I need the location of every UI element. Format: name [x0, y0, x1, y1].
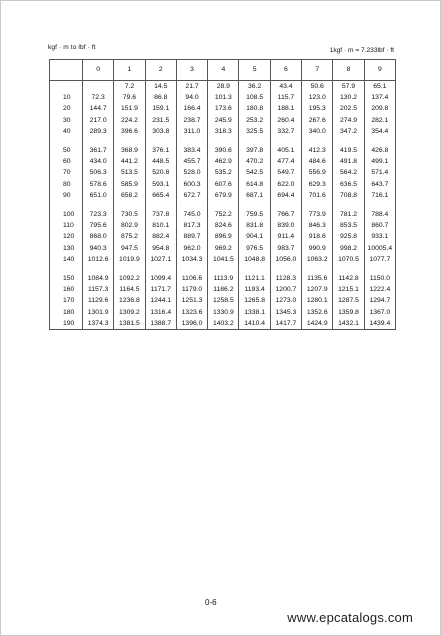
spacer-cell — [270, 265, 301, 273]
table-row — [50, 209, 396, 220]
table-row — [50, 254, 396, 265]
table-cell: 918.6 — [302, 231, 333, 242]
spacer-cell — [333, 265, 364, 273]
table-cell: 773.9 — [302, 209, 333, 220]
table-cell: 976.5 — [239, 243, 270, 254]
table-cell: 679.9 — [208, 190, 239, 201]
table-cell: 1019.9 — [114, 254, 145, 265]
row-label: 10 — [50, 92, 83, 103]
table-cell: 737.8 — [145, 209, 176, 220]
table-cell: 1092.2 — [114, 273, 145, 284]
table-cell: 990.9 — [302, 243, 333, 254]
column-header: 2 — [145, 60, 176, 81]
table-cell: 1316.4 — [145, 307, 176, 318]
conversion-note: 1kgf · m = 7.233lbf · ft — [329, 47, 394, 54]
table-cell: 455.7 — [176, 156, 207, 167]
table-cell: 1410.4 — [239, 318, 270, 330]
row-label: 30 — [50, 115, 83, 126]
table-row — [50, 81, 396, 93]
table-row — [50, 126, 396, 137]
table-cell: 72.3 — [83, 92, 114, 103]
table-cell: 1432.1 — [333, 318, 364, 330]
conversion-table — [49, 59, 396, 330]
table-cell: 1121.1 — [239, 273, 270, 284]
table-cell: 925.8 — [333, 231, 364, 242]
table-cell: 1077.7 — [364, 254, 395, 265]
spacer-cell — [114, 265, 145, 273]
table-cell: 1301.9 — [83, 307, 114, 318]
table-cell: 108.5 — [239, 92, 270, 103]
group-spacer — [50, 265, 396, 273]
table-cell: 868.0 — [83, 231, 114, 242]
row-label: 160 — [50, 284, 83, 295]
table-cell: 43.4 — [270, 81, 301, 93]
table-body — [50, 81, 396, 330]
spacer-cell — [208, 201, 239, 209]
table-cell: 1439.4 — [364, 318, 395, 330]
table-header-row — [50, 60, 396, 81]
column-header: 5 — [239, 60, 270, 81]
table-cell: 1200.7 — [270, 284, 301, 295]
table-cell: 1323.6 — [176, 307, 207, 318]
table-cell: 643.7 — [364, 179, 395, 190]
table-cell: 962.0 — [176, 243, 207, 254]
spacer-cell — [333, 137, 364, 145]
table-cell: 998.2 — [333, 243, 364, 254]
table-cell: 441.2 — [114, 156, 145, 167]
table-cell: 846.3 — [302, 220, 333, 231]
spacer-cell — [364, 265, 395, 273]
table-cell: 282.1 — [364, 115, 395, 126]
spacer-cell — [333, 201, 364, 209]
table-cell: 614.8 — [239, 179, 270, 190]
table-cell: 853.5 — [333, 220, 364, 231]
table-cell: 1244.1 — [145, 295, 176, 306]
table-cell: 340.0 — [302, 126, 333, 137]
table-cell: 1048.8 — [239, 254, 270, 265]
table-cell: 101.3 — [208, 92, 239, 103]
table-row — [50, 190, 396, 201]
table-row — [50, 92, 396, 103]
table-cell: 1150.0 — [364, 273, 395, 284]
table-cell: 860.7 — [364, 220, 395, 231]
table-cell: 115.7 — [270, 92, 301, 103]
table-cell: 1352.6 — [302, 307, 333, 318]
page-number: 0-6 — [205, 598, 217, 607]
table-cell: 1099.4 — [145, 273, 176, 284]
table-cell: 86.8 — [145, 92, 176, 103]
table-cell: 1063.2 — [302, 254, 333, 265]
table-row — [50, 103, 396, 114]
table-cell: 1403.2 — [208, 318, 239, 330]
table-cell: 1128.3 — [270, 273, 301, 284]
table-cell: 376.1 — [145, 145, 176, 156]
column-header: 8 — [333, 60, 364, 81]
table-cell: 1027.1 — [145, 254, 176, 265]
table-cell: 405.1 — [270, 145, 301, 156]
table-cell: 28.9 — [208, 81, 239, 93]
table-cell: 802.9 — [114, 220, 145, 231]
table-cell: 1179.0 — [176, 284, 207, 295]
table-row — [50, 307, 396, 318]
table-cell: 311.0 — [176, 126, 207, 137]
table-cell: 368.9 — [114, 145, 145, 156]
table-cell: 1258.5 — [208, 295, 239, 306]
table-cell: 1186.2 — [208, 284, 239, 295]
table-cell: 607.6 — [208, 179, 239, 190]
table-cell: 983.7 — [270, 243, 301, 254]
spacer-cell — [176, 265, 207, 273]
group-spacer — [50, 201, 396, 209]
table-cell: 188.1 — [270, 103, 301, 114]
table-cell: 542.5 — [239, 167, 270, 178]
watermark-text: www.epcatalogs.com — [287, 610, 413, 625]
table-cell: 1265.8 — [239, 295, 270, 306]
table-cell: 1381.5 — [114, 318, 145, 330]
row-label: 20 — [50, 103, 83, 114]
table-cell: 434.0 — [83, 156, 114, 167]
spacer-cell — [302, 201, 333, 209]
table-cell: 130.2 — [333, 92, 364, 103]
table-title: kgf · m to lbf · ft — [48, 44, 96, 51]
table-cell: 390.6 — [208, 145, 239, 156]
table-cell: 419.5 — [333, 145, 364, 156]
table-cell: 629.3 — [302, 179, 333, 190]
table-row — [50, 145, 396, 156]
row-label: 170 — [50, 295, 83, 306]
row-label: 70 — [50, 167, 83, 178]
table-cell: 195.3 — [302, 103, 333, 114]
table-cell: 810.1 — [145, 220, 176, 231]
table-cell: 788.4 — [364, 209, 395, 220]
table-cell: 506.3 — [83, 167, 114, 178]
table-cell: 585.9 — [114, 179, 145, 190]
table-cell: 636.5 — [333, 179, 364, 190]
table-cell: 217.0 — [83, 115, 114, 126]
table-cell: 354.4 — [364, 126, 395, 137]
table-row — [50, 295, 396, 306]
table-cell: 484.6 — [302, 156, 333, 167]
table-cell: 969.2 — [208, 243, 239, 254]
row-label: 190 — [50, 318, 83, 330]
table-cell: 933.1 — [364, 231, 395, 242]
table-cell: 1280.1 — [302, 295, 333, 306]
table-cell: 904.1 — [239, 231, 270, 242]
row-label — [50, 81, 83, 93]
table-cell: 412.3 — [302, 145, 333, 156]
table-cell: 1193.4 — [239, 284, 270, 295]
spacer-cell — [208, 265, 239, 273]
table-cell: 701.6 — [302, 190, 333, 201]
table-cell: 303.8 — [145, 126, 176, 137]
table-cell: 79.6 — [114, 92, 145, 103]
table-cell: 426.8 — [364, 145, 395, 156]
row-label: 90 — [50, 190, 83, 201]
row-label: 130 — [50, 243, 83, 254]
table-cell: 7.2 — [114, 81, 145, 93]
table-cell: 1129.6 — [83, 295, 114, 306]
table-cell: 954.8 — [145, 243, 176, 254]
table-cell: 564.2 — [333, 167, 364, 178]
row-label: 100 — [50, 209, 83, 220]
row-label: 50 — [50, 145, 83, 156]
table-cell: 94.0 — [176, 92, 207, 103]
table-cell: 665.4 — [145, 190, 176, 201]
spacer-cell — [50, 137, 83, 145]
table-cell: 1273.0 — [270, 295, 301, 306]
table-cell: 889.7 — [176, 231, 207, 242]
table-cell: 289.3 — [83, 126, 114, 137]
table-cell: 159.1 — [145, 103, 176, 114]
group-spacer — [50, 137, 396, 145]
table-cell: 144.7 — [83, 103, 114, 114]
table-cell — [83, 81, 114, 93]
table-row — [50, 156, 396, 167]
row-label: 80 — [50, 179, 83, 190]
table-cell: 759.5 — [239, 209, 270, 220]
table-cell: 151.9 — [114, 103, 145, 114]
table-row — [50, 284, 396, 295]
table-cell: 1215.1 — [333, 284, 364, 295]
table-cell: 347.2 — [333, 126, 364, 137]
spacer-cell — [239, 137, 270, 145]
table-row — [50, 167, 396, 178]
table-cell: 1171.7 — [145, 284, 176, 295]
table-cell: 470.2 — [239, 156, 270, 167]
table-cell: 123.0 — [302, 92, 333, 103]
table-cell: 245.9 — [208, 115, 239, 126]
table-cell: 1345.3 — [270, 307, 301, 318]
table-cell: 694.4 — [270, 190, 301, 201]
table-cell: 723.3 — [83, 209, 114, 220]
table-cell: 875.2 — [114, 231, 145, 242]
table-cell: 173.6 — [208, 103, 239, 114]
table-cell: 253.2 — [239, 115, 270, 126]
table-cell: 361.7 — [83, 145, 114, 156]
table-cell: 21.7 — [176, 81, 207, 93]
table-cell: 448.5 — [145, 156, 176, 167]
table-cell: 491.8 — [333, 156, 364, 167]
table-cell: 1388.7 — [145, 318, 176, 330]
table-cell: 513.5 — [114, 167, 145, 178]
table-cell: 50.6 — [302, 81, 333, 93]
table-cell: 1207.9 — [302, 284, 333, 295]
table-cell: 896.9 — [208, 231, 239, 242]
table-cell: 600.3 — [176, 179, 207, 190]
table-cell: 535.2 — [208, 167, 239, 178]
spacer-cell — [302, 137, 333, 145]
table-cell: 180.8 — [239, 103, 270, 114]
table-cell: 940.3 — [83, 243, 114, 254]
table-cell: 396.6 — [114, 126, 145, 137]
table-cell: 1106.6 — [176, 273, 207, 284]
spacer-cell — [50, 201, 83, 209]
table-cell: 224.2 — [114, 115, 145, 126]
table-cell: 1164.5 — [114, 284, 145, 295]
spacer-cell — [176, 137, 207, 145]
table-cell: 1041.5 — [208, 254, 239, 265]
table-row — [50, 231, 396, 242]
table-cell: 14.5 — [145, 81, 176, 93]
table-row — [50, 243, 396, 254]
table-cell: 911.4 — [270, 231, 301, 242]
table-cell: 520.8 — [145, 167, 176, 178]
table-cell: 397.8 — [239, 145, 270, 156]
column-header: 1 — [114, 60, 145, 81]
table-cell: 231.5 — [145, 115, 176, 126]
table-cell: 267.6 — [302, 115, 333, 126]
table-cell: 10005.4 — [364, 243, 395, 254]
table-cell: 556.9 — [302, 167, 333, 178]
column-header: 0 — [83, 60, 114, 81]
table-cell: 1424.9 — [302, 318, 333, 330]
table-cell: 549.7 — [270, 167, 301, 178]
row-label: 150 — [50, 273, 83, 284]
table-cell: 1157.3 — [83, 284, 114, 295]
table-cell: 745.0 — [176, 209, 207, 220]
table-cell: 593.1 — [145, 179, 176, 190]
table-cell: 1309.2 — [114, 307, 145, 318]
table-cell: 1294.7 — [364, 295, 395, 306]
table-row — [50, 220, 396, 231]
spacer-cell — [302, 265, 333, 273]
column-header: 7 — [302, 60, 333, 81]
table-cell: 260.4 — [270, 115, 301, 126]
row-label: 40 — [50, 126, 83, 137]
table-row — [50, 273, 396, 284]
table-cell: 36.2 — [239, 81, 270, 93]
table-cell: 730.5 — [114, 209, 145, 220]
column-header — [50, 60, 83, 81]
table-cell: 831.8 — [239, 220, 270, 231]
table-cell: 1251.3 — [176, 295, 207, 306]
table-cell: 1330.9 — [208, 307, 239, 318]
table-cell: 687.1 — [239, 190, 270, 201]
table-cell: 137.4 — [364, 92, 395, 103]
row-label: 180 — [50, 307, 83, 318]
spacer-cell — [50, 265, 83, 273]
table-cell: 651.0 — [83, 190, 114, 201]
spacer-cell — [239, 265, 270, 273]
table-cell: 672.7 — [176, 190, 207, 201]
row-label: 60 — [50, 156, 83, 167]
spacer-cell — [145, 201, 176, 209]
spacer-cell — [83, 137, 114, 145]
table-cell: 1056.0 — [270, 254, 301, 265]
table-cell: 1012.6 — [83, 254, 114, 265]
table-cell: 528.0 — [176, 167, 207, 178]
table-cell: 57.9 — [333, 81, 364, 93]
table-cell: 477.4 — [270, 156, 301, 167]
column-header: 9 — [364, 60, 395, 81]
table-cell: 1236.8 — [114, 295, 145, 306]
spacer-cell — [83, 265, 114, 273]
table-cell: 781.2 — [333, 209, 364, 220]
table-cell: 65.1 — [364, 81, 395, 93]
row-label: 110 — [50, 220, 83, 231]
table-cell: 1113.9 — [208, 273, 239, 284]
column-header: 6 — [270, 60, 301, 81]
spacer-cell — [270, 137, 301, 145]
table-cell: 1222.4 — [364, 284, 395, 295]
table-cell: 766.7 — [270, 209, 301, 220]
table-cell: 658.2 — [114, 190, 145, 201]
spacer-cell — [270, 201, 301, 209]
table-cell: 202.5 — [333, 103, 364, 114]
row-label: 120 — [50, 231, 83, 242]
table-cell: 947.5 — [114, 243, 145, 254]
spacer-cell — [145, 137, 176, 145]
table-cell: 571.4 — [364, 167, 395, 178]
table-cell: 383.4 — [176, 145, 207, 156]
table-row — [50, 179, 396, 190]
table-cell: 1034.3 — [176, 254, 207, 265]
spacer-cell — [176, 201, 207, 209]
spacer-cell — [114, 201, 145, 209]
row-label: 140 — [50, 254, 83, 265]
table-cell: 622.0 — [270, 179, 301, 190]
table-cell: 238.7 — [176, 115, 207, 126]
table-cell: 166.4 — [176, 103, 207, 114]
table-cell: 1070.5 — [333, 254, 364, 265]
table-row — [50, 115, 396, 126]
table-cell: 708.8 — [333, 190, 364, 201]
table-cell: 274.9 — [333, 115, 364, 126]
table-cell: 716.1 — [364, 190, 395, 201]
table-cell: 1417.7 — [270, 318, 301, 330]
column-header: 3 — [176, 60, 207, 81]
table-cell: 1142.8 — [333, 273, 364, 284]
spacer-cell — [208, 137, 239, 145]
table-cell: 1367.0 — [364, 307, 395, 318]
spacer-cell — [145, 265, 176, 273]
table-row — [50, 318, 396, 330]
table-cell: 1287.5 — [333, 295, 364, 306]
table-cell: 499.1 — [364, 156, 395, 167]
spacer-cell — [364, 201, 395, 209]
spacer-cell — [364, 137, 395, 145]
spacer-cell — [83, 201, 114, 209]
table-cell: 1084.9 — [83, 273, 114, 284]
table-cell: 752.2 — [208, 209, 239, 220]
table-cell: 1396.0 — [176, 318, 207, 330]
table-cell: 325.5 — [239, 126, 270, 137]
table-cell: 578.6 — [83, 179, 114, 190]
column-header: 4 — [208, 60, 239, 81]
table-cell: 1135.6 — [302, 273, 333, 284]
table-cell: 1359.8 — [333, 307, 364, 318]
table-cell: 332.7 — [270, 126, 301, 137]
table-cell: 318.3 — [208, 126, 239, 137]
table-cell: 209.8 — [364, 103, 395, 114]
table-cell: 1338.1 — [239, 307, 270, 318]
table-cell: 824.6 — [208, 220, 239, 231]
table-cell: 817.3 — [176, 220, 207, 231]
spacer-cell — [114, 137, 145, 145]
table-cell: 795.6 — [83, 220, 114, 231]
table-cell: 882.4 — [145, 231, 176, 242]
spacer-cell — [239, 201, 270, 209]
table-cell: 1374.3 — [83, 318, 114, 330]
table-cell: 839.0 — [270, 220, 301, 231]
table-cell: 462.9 — [208, 156, 239, 167]
